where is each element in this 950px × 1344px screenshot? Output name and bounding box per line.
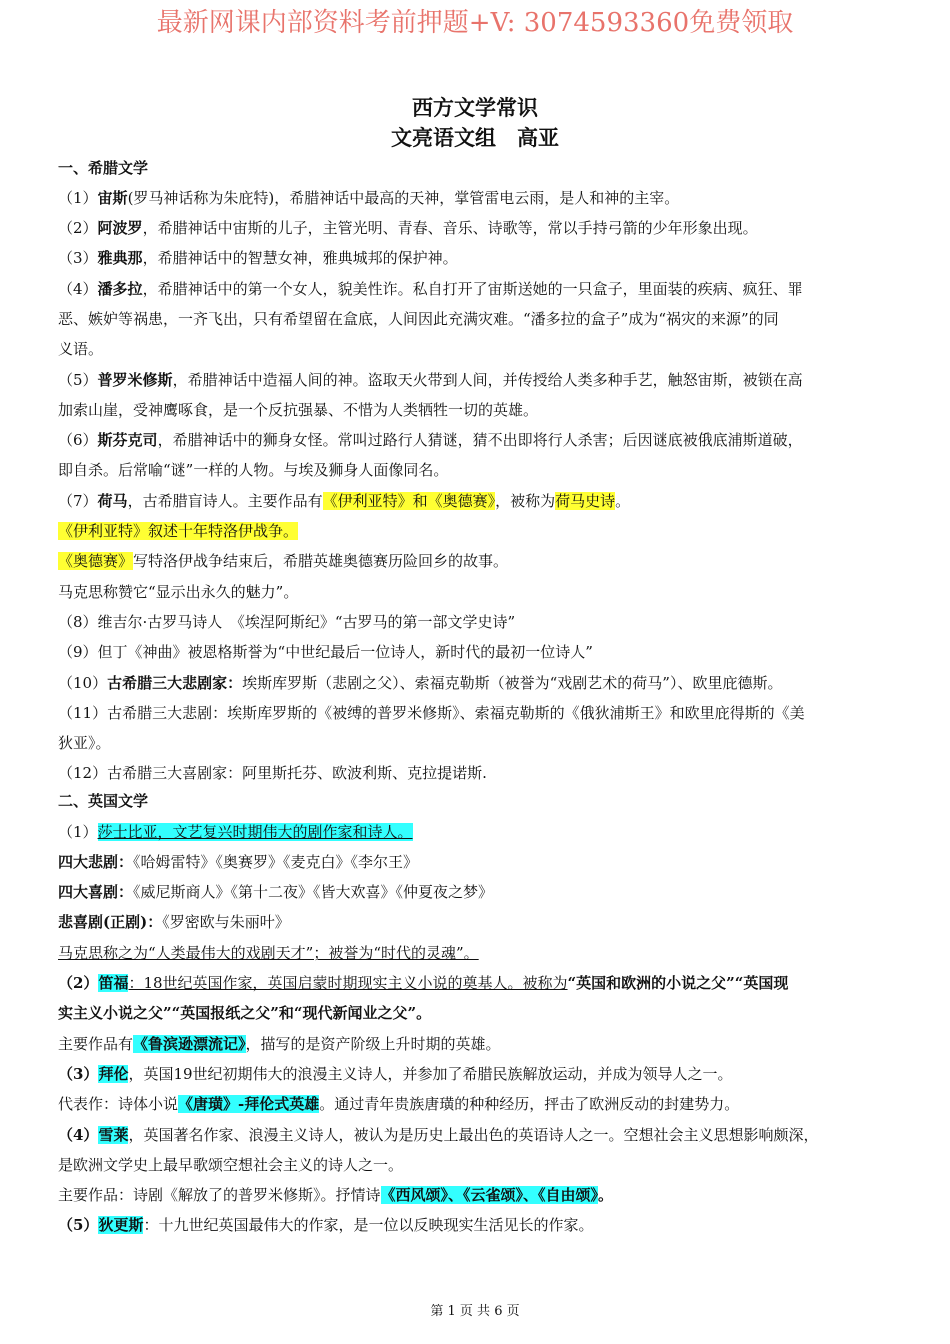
greek-item-2: （2）阿波罗，希腊神话中宙斯的儿子，主管光明、青春、音乐、诗歌等，常以手持弓箭的少年形象出现。 bbox=[58, 219, 758, 237]
four-comedies: 四大喜剧：《威尼斯商人》《第十二夜》《皆大欢喜》《仲夏夜之梦》 bbox=[58, 883, 494, 901]
promo-banner: 最新网课内部资料考前押题+V: 3074593360免费领取 bbox=[156, 8, 794, 38]
page-subtitle: 文亮语文组 高亚 bbox=[391, 125, 559, 150]
marx-shakespeare-line: 马克思称之为“人类最伟大的戏剧天才”；被誉为“时代的灵魂”。 bbox=[58, 944, 479, 962]
shelley-highlight: 雪莱 bbox=[98, 1126, 129, 1144]
english-item-1: （1）莎士比亚，文艺复兴时期伟大的剧作家和诗人。 bbox=[58, 823, 413, 841]
greek-item-5-cont: 加索山崖，受神鹰啄食，是一个反抗强暴、不惜为人类牺牲一切的英雄。 bbox=[58, 401, 539, 419]
don-juan-highlight: 《唐璜》-拜伦式英雄 bbox=[178, 1095, 320, 1113]
english-item-4: （4）雪莱，英国著名作家、浪漫主义诗人，被认为是历史上最出色的英语诗人之一。空想社会主义思想影响颇深， bbox=[58, 1126, 819, 1144]
greek-item-4-cont2: 义语。 bbox=[58, 340, 104, 358]
byron-highlight: 拜伦 bbox=[98, 1065, 129, 1083]
greek-item-9: （9）但丁《神曲》被恩格斯誉为“中世纪最后一位诗人，新时代的最初一位诗人” bbox=[58, 643, 593, 661]
defoe-highlight: 笛福 bbox=[98, 974, 129, 992]
homer-works-highlight: 《伊利亚特》和《奥德赛》 bbox=[322, 492, 496, 510]
greek-item-11: （11）古希腊三大悲剧：埃斯库罗斯的《被缚的普罗米修斯》、索福克勒斯的《俄狄浦斯王》和欧里庇得斯的《美 bbox=[58, 704, 805, 722]
robinson-highlight: 《鲁滨逊漂流记》 bbox=[133, 1035, 246, 1053]
page-footer: 第 1 页 共 6 页 bbox=[430, 1304, 520, 1319]
greek-item-12: （12）古希腊三大喜剧家：阿里斯托芬、欧波利斯、克拉提诺斯. bbox=[58, 764, 487, 782]
page-title: 西方文学常识 bbox=[412, 95, 538, 120]
marx-homer-line: 马克思称赞它“显示出永久的魅力”。 bbox=[58, 583, 299, 601]
odes-highlight: 《西风颂》、《云雀颂》、《自由颂》 bbox=[380, 1186, 599, 1204]
english-item-4-cont: 是欧洲文学史上最早歌颂空想社会主义的诗人之一。 bbox=[58, 1156, 404, 1174]
english-item-5: （5）狄更斯：十九世纪英国最伟大的作家，是一位以反映现实生活见长的作家。 bbox=[58, 1216, 594, 1234]
english-item-3: （3）拜伦，英国19世纪初期伟大的浪漫主义诗人，并参加了希腊民族解放运动，并成为领导人之一。 bbox=[58, 1065, 733, 1083]
greek-item-10: （10）古希腊三大悲剧家：埃斯库罗斯（悲剧之父）、索福克勒斯（被誉为“戏剧艺术的荷马”）、欧里庇德斯。 bbox=[58, 674, 783, 692]
greek-item-3: （3）雅典那，希腊神话中的智慧女神，雅典城邦的保护神。 bbox=[58, 249, 458, 267]
odyssey-line: 《奥德赛》写特洛伊战争结束后，希腊英雄奥德赛历险回乡的故事。 bbox=[58, 552, 509, 570]
four-tragedies: 四大悲剧：《哈姆雷特》《奥赛罗》《麦克白》《李尔王》 bbox=[58, 853, 419, 871]
greek-item-5: （5）普罗米修斯，希腊神话中造福人间的神。盗取天火带到人间，并传授给人类多种手艺，触怒宙斯，被锁在高 bbox=[58, 371, 803, 389]
greek-item-1: （1）宙斯(罗马神话称为朱庇特)，希腊神话中最高的天神，掌管雷电云雨，是人和神的主宰。 bbox=[58, 189, 680, 207]
greek-item-11-cont: 狄亚》。 bbox=[58, 734, 111, 752]
defoe-works: 主要作品有《鲁滨逊漂流记》，描写的是资产阶级上升时期的英雄。 bbox=[58, 1035, 501, 1053]
greek-item-8: （8）维吉尔·古罗马诗人 《埃涅阿斯纪》“古罗马的第一部文学史诗” bbox=[58, 613, 516, 631]
greek-item-7: （7）荷马，古希腊盲诗人。主要作品有《伊利亚特》和《奥德赛》，被称为荷马史诗。 bbox=[58, 492, 631, 510]
greek-item-6: （6）斯芬克司，希腊神话中的狮身女怪。常叫过路行人猜谜，猜不出即将行人杀害；后因谜底被俄底浦斯道破， bbox=[58, 431, 803, 449]
greek-item-4: （4）潘多拉，希腊神话中的第一个女人，貌美性诈。私自打开了宙斯送她的一只盒子，里面装的疾病、疯狂、罪 bbox=[58, 280, 803, 298]
section-heading-english: 二、英国文学 bbox=[58, 792, 149, 810]
shelley-works: 主要作品：诗剧《解放了的普罗米修斯》。抒情诗《西风颂》、《云雀颂》、《自由颂》。 bbox=[58, 1186, 614, 1204]
homer-epic-highlight: 荷马史诗 bbox=[555, 492, 616, 510]
tragicomedy: 悲喜剧(正剧)：《罗密欧与朱丽叶》 bbox=[58, 913, 290, 931]
greek-item-6-cont: 即自杀。后常喻“谜”一样的人物。与埃及狮身人面像同名。 bbox=[58, 461, 449, 479]
english-item-2: （2）笛福：18世纪英国作家，英国启蒙时期现实主义小说的奠基人。被称为“英国和欧洲的小说之父”“英国现 bbox=[58, 974, 789, 992]
iliad-line: 《伊利亚特》叙述十年特洛伊战争。 bbox=[58, 522, 299, 540]
byron-works: 代表作：诗体小说《唐璜》-拜伦式英雄。通过青年贵族唐璜的种种经历，抨击了欧洲反动的封建势力。 bbox=[58, 1095, 740, 1113]
section-heading-greek: 一、希腊文学 bbox=[58, 159, 149, 177]
dickens-highlight: 狄更斯 bbox=[98, 1216, 144, 1234]
shakespeare-highlight: 莎士比亚，文艺复兴时期伟大的剧作家和诗人。 bbox=[97, 823, 413, 841]
greek-item-4-cont: 恶、嫉妒等祸患，一齐飞出，只有希望留在盒底，人间因此充满灾难。“潘多拉的盒子”成为“祸灾的来源”的同 bbox=[58, 310, 779, 328]
english-item-2-cont: 实主义小说之父”“英国报纸之父”和“现代新闻业之父”。 bbox=[58, 1004, 432, 1022]
